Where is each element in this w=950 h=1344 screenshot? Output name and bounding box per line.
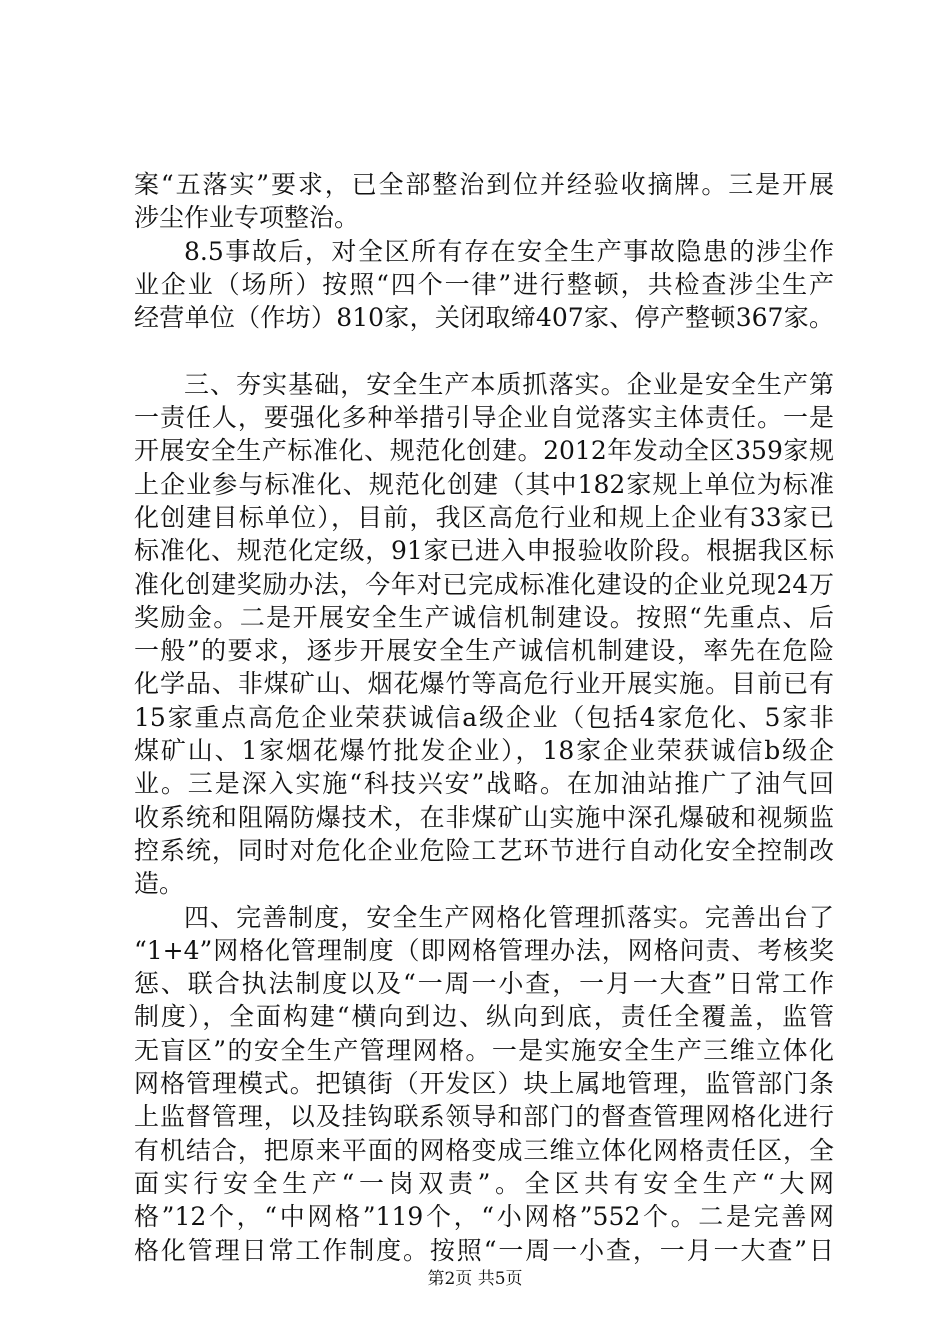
text-line: 四、完善制度，安全生产网格化管理抓落实。完善出台了 [184,902,834,932]
text-line: 制度），全面构建“横向到边、纵向到底，责任全覆盖，监管 [134,1002,834,1032]
text-line: 格化管理日常工作制度。按照“一周一小查，一月一大查”日 [134,1235,834,1265]
document-body [134,168,834,1267]
text-line: 收系统和阻隔防爆技术，在非煤矿山实施中深孔爆破和视频监 [134,802,834,832]
text-line: 化学品、非煤矿山、烟花爆竹等高危行业开展实施。目前已有 [134,669,834,699]
text-line: 标准化、规范化定级，91家已进入申报验收阶段。根据我区标 [134,536,834,566]
text-line: 网格管理模式。把镇街（开发区）块上属地管理，监管部门条 [134,1069,834,1099]
text-line: 8.5事故后，对全区所有存在安全生产事故隐患的涉尘作 [184,236,834,266]
text-line: 准化创建奖励办法，今年对已完成标准化建设的企业兑现24万 [134,569,834,599]
text-line: 奖励金。二是开展安全生产诚信机制建设。按照“先重点、后 [134,602,834,632]
text-line: 涉尘作业专项整治。 [134,203,360,233]
text-line: 格”12个，“中网格”119个，“小网格”552个。二是完善网 [134,1202,834,1232]
text-line: 业。三是深入实施“科技兴安”战略。在加油站推广了油气回 [134,769,834,799]
text-line: 面实行安全生产“一岗双责”。全区共有安全生产“大网 [134,1168,834,1198]
text-line: 上监督管理，以及挂钩联系领导和部门的督查管理网格化进行 [134,1102,834,1132]
text-line: 15家重点高危企业荣获诚信a级企业（包括4家危化、5家非 [134,702,834,732]
paragraph-gap [134,334,834,367]
text-line: 化创建目标单位），目前，我区高危行业和规上企业有33家已 [134,502,834,532]
text-line: 一责任人，要强化多种举措引导企业自觉落实主体责任。一是 [134,403,834,433]
text-line: 有机结合，把原来平面的网格变成三维立体化网格责任区，全 [134,1135,834,1165]
text-line: 三、夯实基础，安全生产本质抓落实。企业是安全生产第 [184,369,834,399]
text-line: 无盲区”的安全生产管理网格。一是实施安全生产三维立体化 [134,1035,834,1065]
text-line: 控系统，同时对危化企业危险工艺环节进行自动化安全控制改 [134,835,834,865]
text-line: 惩、联合执法制度以及“一周一小查，一月一大查”日常工作 [134,969,834,999]
text-line: 上企业参与标准化、规范化创建（其中182家规上单位为标准 [134,469,834,499]
page-number-footer: 第2页 共5页 [427,1269,523,1289]
text-line: 业企业（场所）按照“四个一律”进行整顿，共检查涉尘生产 [134,269,834,299]
text-line: 一般”的要求，逐步开展安全生产诚信机制建设，率先在危险 [134,636,834,666]
text-line: 造。 [134,869,185,899]
text-line: 案“五落实”要求，已全部整治到位并经验收摘牌。三是开展 [134,170,834,199]
text-line: 经营单位（作坊）810家，关闭取缔407家、停产整顿367家。 [134,303,834,333]
text-line: 开展安全生产标准化、规范化创建。2012年发动全区359家规 [134,436,834,466]
text-line: 煤矿山、1家烟花爆竹批发企业），18家企业荣获诚信b级企 [134,736,834,766]
text-line: “1+4”网格化管理制度（即网格管理办法，网格问责、考核奖 [134,935,834,965]
